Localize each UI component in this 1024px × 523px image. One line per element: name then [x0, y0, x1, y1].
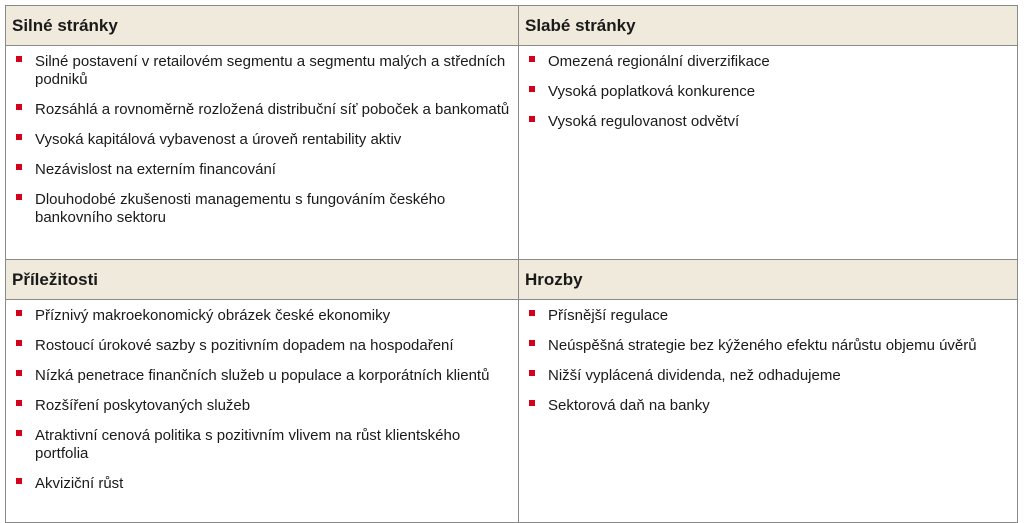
threats-cell: [519, 300, 1018, 523]
list-item: Příznivý makroekonomický obrázek české ekonomiky: [14, 307, 510, 325]
threats-list: [527, 307, 1009, 415]
bullet-square-icon: [16, 164, 22, 170]
opportunities-list: [14, 307, 510, 493]
list-item: Sektorová daň na banky: [527, 397, 1009, 415]
header-row-bottom: [6, 260, 1018, 300]
bullet-square-icon: [16, 194, 22, 200]
opportunities-cell: [6, 300, 519, 523]
bullet-square-icon: [16, 56, 22, 62]
bullet-square-icon: [529, 86, 535, 92]
bullet-square-icon: [529, 370, 535, 376]
bullet-square-icon: [16, 134, 22, 140]
bullet-square-icon: [16, 340, 22, 346]
threats-header: Hrozby: [519, 260, 1018, 300]
bullet-square-icon: [529, 310, 535, 316]
bullet-square-icon: [529, 56, 535, 62]
list-item: Nezávislost na externím financování: [14, 161, 510, 179]
bullet-square-icon: [16, 430, 22, 436]
bullet-square-icon: [529, 400, 535, 406]
list-item: Vysoká regulovanost odvětví: [527, 113, 1009, 131]
bullet-square-icon: [16, 310, 22, 316]
list-item: Atraktivní cenová politika s pozitivním vlivem na růst klientského portfolia: [14, 427, 510, 463]
bullet-square-icon: [529, 116, 535, 122]
bullet-square-icon: [529, 340, 535, 346]
list-item: Přísnější regulace: [527, 307, 1009, 325]
list-item: Silné postavení v retailovém segmentu a segmentu malých a středních podniků: [14, 53, 510, 89]
weaknesses-header: Slabé stránky: [519, 6, 1018, 46]
strengths-list: [14, 53, 510, 227]
bullet-square-icon: [16, 400, 22, 406]
swot-table: [5, 5, 1018, 523]
bullet-square-icon: [16, 370, 22, 376]
list-item: Rozšíření poskytovaných služeb: [14, 397, 510, 415]
list-item: Rozsáhlá a rovnoměrně rozložená distribuční síť poboček a bankomatů: [14, 101, 510, 119]
list-item: Nižší vyplácená dividenda, než odhadujeme: [527, 367, 1009, 385]
list-item: Akviziční růst: [14, 475, 510, 493]
list-item: Omezená regionální diverzifikace: [527, 53, 1009, 71]
strengths-header: Silné stránky: [6, 6, 519, 46]
body-row-bottom: [6, 300, 1018, 523]
weaknesses-list: [527, 53, 1009, 131]
list-item: Vysoká poplatková konkurence: [527, 83, 1009, 101]
list-item: Neúspěšná strategie bez kýženého efektu nárůstu objemu úvěrů: [527, 337, 1009, 355]
bullet-square-icon: [16, 478, 22, 484]
header-row-top: [6, 6, 1018, 46]
list-item: Rostoucí úrokové sazby s pozitivním dopadem na hospodaření: [14, 337, 510, 355]
list-item: Nízká penetrace finančních služeb u populace a korporátních klientů: [14, 367, 510, 385]
body-row-top: [6, 46, 1018, 260]
weaknesses-cell: [519, 46, 1018, 260]
opportunities-header: Příležitosti: [6, 260, 519, 300]
bullet-square-icon: [16, 104, 22, 110]
list-item: Vysoká kapitálová vybavenost a úroveň rentability aktiv: [14, 131, 510, 149]
list-item: Dlouhodobé zkušenosti managementu s fungováním českého bankovního sektoru: [14, 191, 510, 227]
strengths-cell: [6, 46, 519, 260]
